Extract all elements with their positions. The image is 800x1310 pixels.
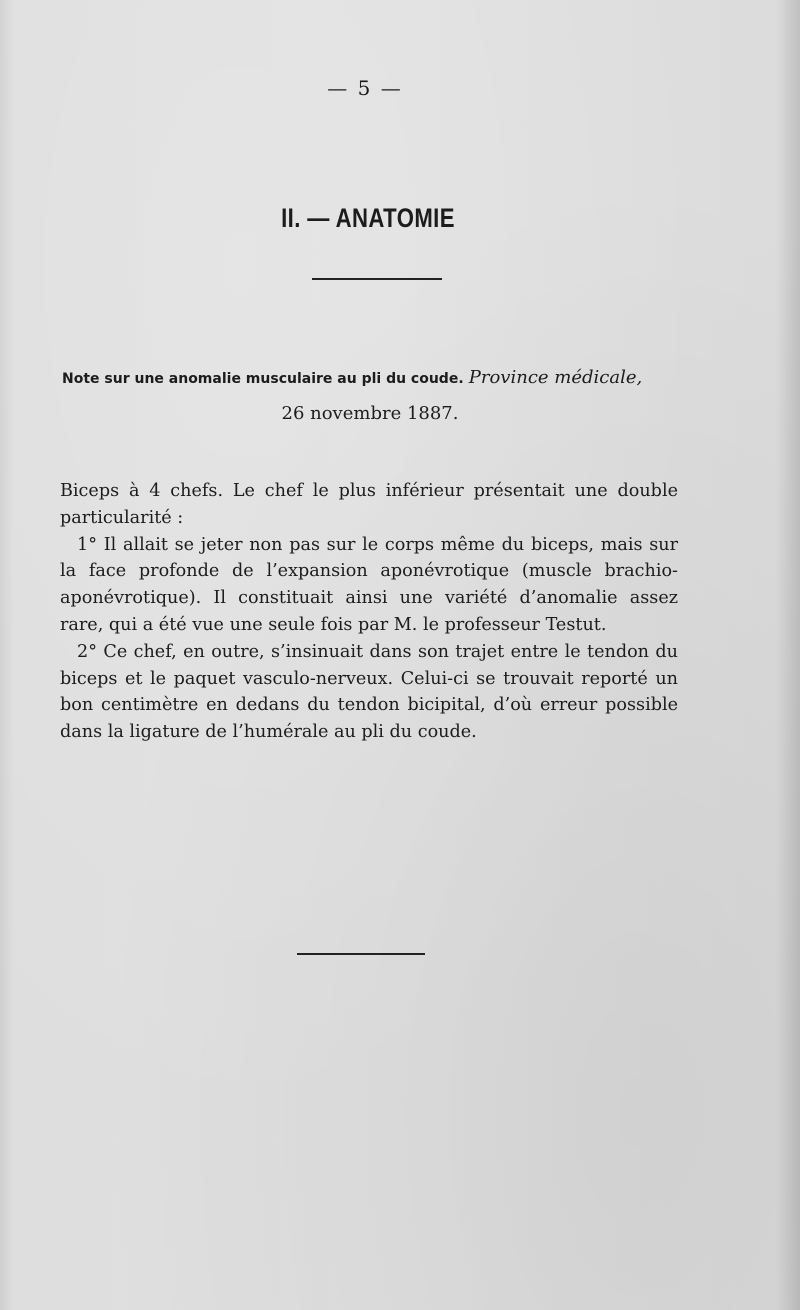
citation-date: 26 novembre 1887. (281, 403, 459, 424)
body-text (60, 478, 678, 746)
section-divider (312, 278, 442, 280)
page-number: — 5 — (327, 76, 403, 100)
end-divider (297, 953, 425, 955)
citation-title: Note sur une anomalie musculaire au pli du coude. (62, 371, 464, 387)
citation-journal: Province médicale, (468, 367, 643, 388)
paragraph: Biceps à 4 chefs. Le chef le plus inférieur présentait une double particularité : (60, 481, 678, 528)
paragraph: 1° Il allait se jeter non pas sur le corps même du biceps, mais sur la face profonde de l’expansion aponévrotique (muscle brachio-aponévrotique). Il constituait ainsi une variété d’anomalie assez rare, qui a été vue une seule fois par M. le professeur Testut. (60, 534, 678, 635)
citation (62, 367, 682, 388)
section-title: II. — ANATOMIE (281, 203, 455, 233)
paragraph: 2° Ce chef, en outre, s’insinuait dans son trajet entre le tendon du biceps et le paquet vasculo-nerveux. Celui-ci se trouvait reporté un bon centimètre en dedans du tendon bicipital, d’où erreur possible dans la ligature de l’humérale au pli du coude. (60, 641, 678, 743)
